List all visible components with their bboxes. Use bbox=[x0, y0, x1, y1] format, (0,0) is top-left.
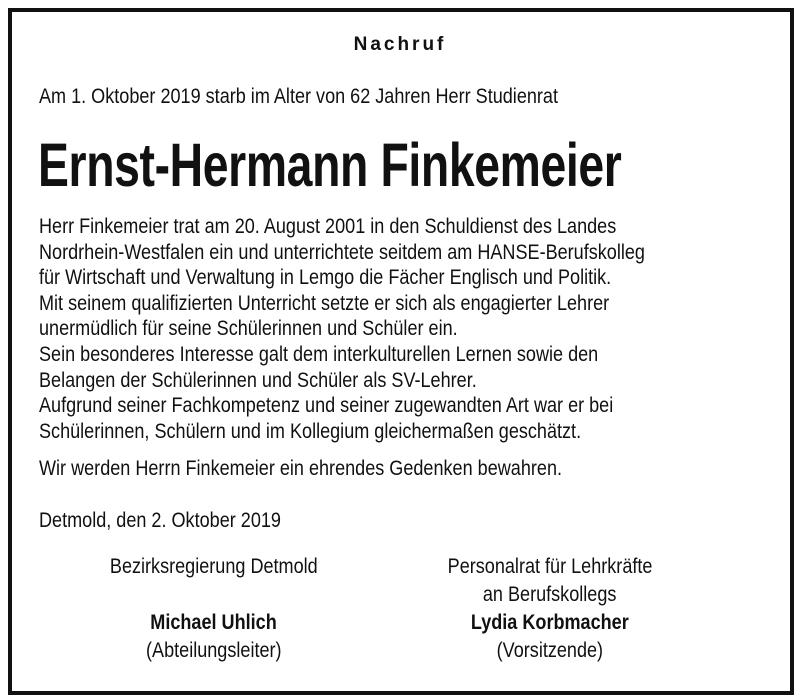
body-line: Herr Finkemeier trat am 20. August 2001 in den Schuldienst des Landes bbox=[39, 215, 617, 238]
place-and-date: Detmold, den 2. Oktober 2019 bbox=[39, 509, 281, 532]
signatory-left-name: Michael Uhlich bbox=[150, 611, 278, 634]
body-line: Sein besonderes Interesse galt dem interkulturellen Lernen sowie den bbox=[39, 342, 599, 366]
signatory-right bbox=[400, 553, 700, 665]
closing-sentence: Wir werden Herrn Finkemeier ein ehrendes Gedenken bewahren. bbox=[39, 457, 563, 480]
body-line: unermüdlich für seine Schülerinnen und Schüler ein. bbox=[39, 317, 458, 341]
body-line: Schülerinnen, Schülern und im Kollegium gleichermaßen geschätzt. bbox=[39, 419, 582, 443]
deceased-name: Ernst-Hermann Finkemeier bbox=[38, 131, 622, 199]
notice-body bbox=[39, 214, 645, 444]
signatory-right-role: (Vorsitzende) bbox=[496, 639, 604, 662]
signatory-right-name: Lydia Korbmacher bbox=[471, 611, 629, 634]
signatory-left-role: (Abteilungsleiter) bbox=[146, 639, 282, 662]
signatory-left bbox=[64, 553, 364, 665]
signatory-right-organisation-line2: an Berufskollegs bbox=[483, 583, 617, 606]
body-line: Nordrhein-Westfalen ein und unterrichtete seitdem am HANSE-Berufskolleg bbox=[39, 240, 645, 264]
body-line: Belangen der Schülerinnen und Schüler als SV-Lehrer. bbox=[39, 368, 477, 392]
body-line: Aufgrund seiner Fachkompetenz und seiner zugewandten Art war er bei bbox=[39, 394, 614, 418]
signatory-left-organisation: Bezirksregierung Detmold bbox=[110, 555, 318, 578]
signatory-right-organisation: Personalrat für Lehrkräfte bbox=[447, 555, 653, 578]
body-line: Mit seinem qualifizierten Unterricht setzte er sich als engagierter Lehrer bbox=[39, 291, 610, 315]
body-line: für Wirtschaft und Verwaltung in Lemgo die Fächer Englisch und Politik. bbox=[39, 266, 612, 290]
notice-heading: Nachruf bbox=[353, 34, 447, 55]
intro-text: Am 1. Oktober 2019 starb im Alter von 62 Jahren Herr Studienrat bbox=[39, 85, 558, 108]
